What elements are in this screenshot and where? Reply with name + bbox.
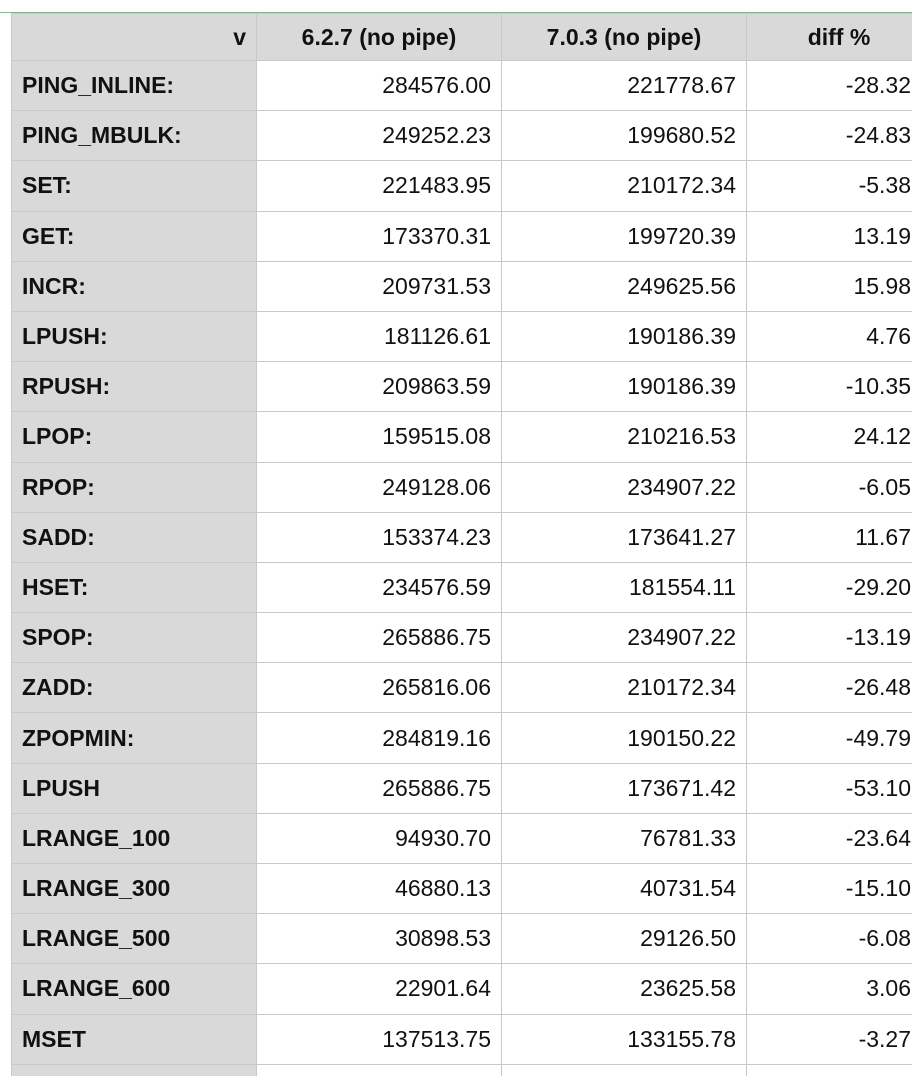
- table-row: [12, 111, 912, 161]
- header-row: [12, 14, 912, 61]
- row-label-cell[interactable]: RPUSH:: [12, 362, 257, 412]
- value-cell-627[interactable]: 30898.53: [257, 914, 502, 964]
- table-row: [12, 713, 912, 763]
- row-label-cell[interactable]: LPOP:: [12, 412, 257, 462]
- table-row: [12, 512, 912, 562]
- value-cell-703[interactable]: 23625.58: [502, 964, 747, 1014]
- value-cell-703[interactable]: 221778.67: [502, 61, 747, 111]
- value-cell-703[interactable]: 249625.56: [502, 261, 747, 311]
- row-label-cell[interactable]: LPUSH: [12, 763, 257, 813]
- table-row-partial: [12, 1064, 912, 1076]
- value-cell-diff[interactable]: 4.76: [747, 311, 912, 361]
- value-cell-703[interactable]: 76781.33: [502, 813, 747, 863]
- value-cell-627[interactable]: 249128.06: [257, 462, 502, 512]
- value-cell-diff[interactable]: 13.19: [747, 211, 912, 261]
- row-label-cell[interactable]: ZADD:: [12, 663, 257, 713]
- value-cell-703[interactable]: 40731.54: [502, 864, 747, 914]
- row-label-cell[interactable]: LRANGE_100: [12, 813, 257, 863]
- value-cell-703[interactable]: 234907.22: [502, 462, 747, 512]
- value-cell-627[interactable]: 221483.95: [257, 161, 502, 211]
- value-cell-627[interactable]: 137513.75: [257, 1014, 502, 1064]
- value-cell-627[interactable]: 265886.75: [257, 613, 502, 663]
- value-cell-diff[interactable]: -23.64: [747, 813, 912, 863]
- table-row: [12, 613, 912, 663]
- table-row: [12, 1014, 912, 1064]
- value-cell-703[interactable]: 190186.39: [502, 311, 747, 361]
- row-label-cell[interactable]: PING_MBULK:: [12, 111, 257, 161]
- row-label-cell[interactable]: GET:: [12, 211, 257, 261]
- value-cell-diff[interactable]: -13.19: [747, 613, 912, 663]
- value-cell-diff[interactable]: 11.67: [747, 512, 912, 562]
- value-cell-703[interactable]: 29126.50: [502, 914, 747, 964]
- value-cell-diff[interactable]: -15.10: [747, 864, 912, 914]
- row-label-cell[interactable]: LRANGE_300: [12, 864, 257, 914]
- value-cell-703[interactable]: 190150.22: [502, 713, 747, 763]
- value-cell-627[interactable]: 265886.75: [257, 763, 502, 813]
- table-row: [12, 161, 912, 211]
- table-row: [12, 462, 912, 512]
- value-cell-627[interactable]: 284819.16: [257, 713, 502, 763]
- value-cell-627[interactable]: 94930.70: [257, 813, 502, 863]
- header-cell-703[interactable]: 7.0.3 (no pipe): [502, 14, 747, 61]
- table-row: [12, 211, 912, 261]
- value-cell-diff[interactable]: -29.20: [747, 562, 912, 612]
- value-cell-627[interactable]: 209731.53: [257, 261, 502, 311]
- value-cell-diff[interactable]: -6.05: [747, 462, 912, 512]
- row-label-cell[interactable]: INCR:: [12, 261, 257, 311]
- empty-cell[interactable]: [257, 1064, 502, 1076]
- value-cell-703[interactable]: 181554.11: [502, 562, 747, 612]
- table-row: [12, 914, 912, 964]
- header-cell-v[interactable]: v: [12, 14, 257, 61]
- value-cell-627[interactable]: 234576.59: [257, 562, 502, 612]
- value-cell-627[interactable]: 46880.13: [257, 864, 502, 914]
- table-row: [12, 964, 912, 1014]
- value-cell-diff[interactable]: -6.08: [747, 914, 912, 964]
- value-cell-703[interactable]: 210216.53: [502, 412, 747, 462]
- value-cell-703[interactable]: 173671.42: [502, 763, 747, 813]
- table-row: [12, 412, 912, 462]
- value-cell-diff[interactable]: -28.32: [747, 61, 912, 111]
- row-label-cell[interactable]: ZPOPMIN:: [12, 713, 257, 763]
- value-cell-627[interactable]: 284576.00: [257, 61, 502, 111]
- table-row: [12, 864, 912, 914]
- value-cell-703[interactable]: 234907.22: [502, 613, 747, 663]
- row-label-cell[interactable]: HSET:: [12, 562, 257, 612]
- value-cell-diff[interactable]: 24.12: [747, 412, 912, 462]
- table-body: [12, 61, 912, 1076]
- row-label-cell[interactable]: PING_INLINE:: [12, 61, 257, 111]
- row-label-cell[interactable]: SPOP:: [12, 613, 257, 663]
- value-cell-627[interactable]: 159515.08: [257, 412, 502, 462]
- value-cell-diff[interactable]: 15.98: [747, 261, 912, 311]
- row-label-cell[interactable]: RPOP:: [12, 462, 257, 512]
- value-cell-627[interactable]: 249252.23: [257, 111, 502, 161]
- table-row: [12, 562, 912, 612]
- table-row: [12, 362, 912, 412]
- header-cell-627[interactable]: 6.2.7 (no pipe): [257, 14, 502, 61]
- row-label-cell[interactable]: LRANGE_600: [12, 964, 257, 1014]
- row-label-cell[interactable]: LPUSH:: [12, 311, 257, 361]
- row-label-cell[interactable]: MSET: [12, 1014, 257, 1064]
- empty-cell[interactable]: [747, 1064, 912, 1076]
- value-cell-627[interactable]: 22901.64: [257, 964, 502, 1014]
- value-cell-627[interactable]: 153374.23: [257, 512, 502, 562]
- table-row: [12, 311, 912, 361]
- value-cell-703[interactable]: 190186.39: [502, 362, 747, 412]
- table-row: [12, 61, 912, 111]
- value-cell-diff[interactable]: -24.83: [747, 111, 912, 161]
- row-label-cell[interactable]: LRANGE_500: [12, 914, 257, 964]
- table-row: [12, 813, 912, 863]
- table-row: [12, 261, 912, 311]
- benchmark-table: [11, 13, 912, 1076]
- value-cell-diff[interactable]: -53.10: [747, 763, 912, 813]
- empty-cell[interactable]: [502, 1064, 747, 1076]
- row-label-cell[interactable]: SADD:: [12, 512, 257, 562]
- value-cell-703[interactable]: 199680.52: [502, 111, 747, 161]
- value-cell-diff[interactable]: -26.48: [747, 663, 912, 713]
- value-cell-703[interactable]: 173641.27: [502, 512, 747, 562]
- value-cell-diff[interactable]: -49.79: [747, 713, 912, 763]
- row-label-cell[interactable]: SET:: [12, 161, 257, 211]
- value-cell-703[interactable]: 133155.78: [502, 1014, 747, 1064]
- table-row: [12, 763, 912, 813]
- empty-cell[interactable]: [12, 1064, 257, 1076]
- value-cell-diff[interactable]: 3.06: [747, 964, 912, 1014]
- value-cell-diff[interactable]: -10.35: [747, 362, 912, 412]
- value-cell-627[interactable]: 209863.59: [257, 362, 502, 412]
- table-row: [12, 663, 912, 713]
- value-cell-703[interactable]: 210172.34: [502, 161, 747, 211]
- value-cell-diff[interactable]: -3.27: [747, 1014, 912, 1064]
- value-cell-627[interactable]: 265816.06: [257, 663, 502, 713]
- value-cell-703[interactable]: 199720.39: [502, 211, 747, 261]
- value-cell-diff[interactable]: -5.38: [747, 161, 912, 211]
- value-cell-627[interactable]: 173370.31: [257, 211, 502, 261]
- value-cell-627[interactable]: 181126.61: [257, 311, 502, 361]
- value-cell-703[interactable]: 210172.34: [502, 663, 747, 713]
- header-cell-diff[interactable]: diff %: [747, 14, 912, 61]
